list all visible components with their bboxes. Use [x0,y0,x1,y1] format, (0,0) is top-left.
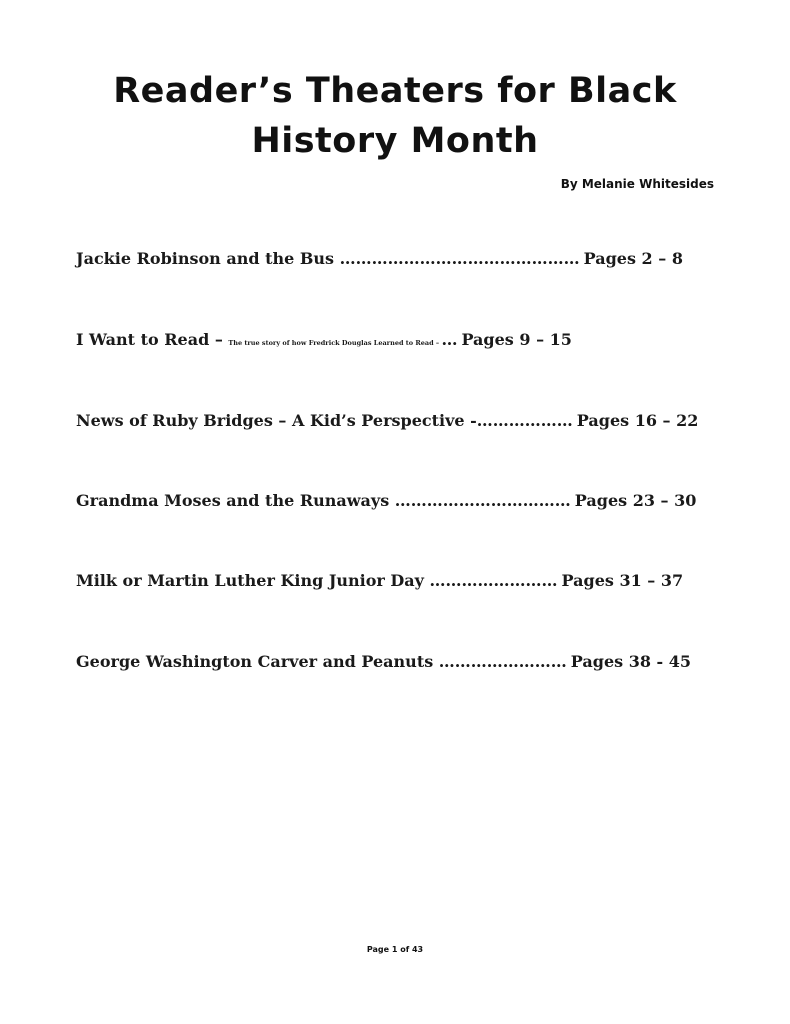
toc-entry-subtitle: The true story of how Fredrick Douglas Learned to Read – [228,339,442,347]
toc-entry-title: News of Ruby Bridges – A Kid’s Perspective [76,411,471,430]
toc-entry-leader: …………………… [433,652,567,671]
toc-entry-title: Milk or Martin Luther King Junior Day [76,571,424,590]
author-byline: By Melanie Whitesides [560,177,714,191]
document-title: Reader’s Theaters for Black History Month [113,71,677,161]
toc-entry-leader: ……………………………………… [334,249,580,268]
toc-entry-jackie-robinson [76,248,683,273]
toc-entry-leader: …………………… [423,571,558,590]
toc-entry-title: Grandma Moses and the Runaways [76,491,390,510]
toc-entry-leader: -……………… [470,411,573,430]
toc-entry-pages: Pages 31 – 37 [561,571,684,590]
toc-entry-pages: Pages 16 – 22 [576,411,699,430]
toc-entry-i-want-to-read [76,329,572,354]
toc-entry-ruby-bridges [76,410,698,435]
toc-entry-grandma-moses [76,490,696,515]
toc-entry-title: Jackie Robinson and the Bus [76,249,335,268]
toc-entry-george-washington-carver [76,651,691,676]
toc-entry-title: I Want to Read – [76,330,229,349]
toc-entry-pages: Pages 23 – 30 [574,491,697,510]
toc-entry-pages: Pages 9 – 15 [461,330,572,349]
toc-entry-leader: …………………………… [389,491,571,510]
toc-entry-title: George Washington Carver and Peanuts [76,652,434,671]
toc-entry-pages: Pages 38 - 45 [570,652,692,671]
toc-entry-milk-or-mlk-day [76,570,683,595]
page-footer: Page 1 of 43 [366,945,424,954]
toc-entry-leader: … [441,330,458,349]
toc-entry-pages: Pages 2 – 8 [583,249,683,268]
